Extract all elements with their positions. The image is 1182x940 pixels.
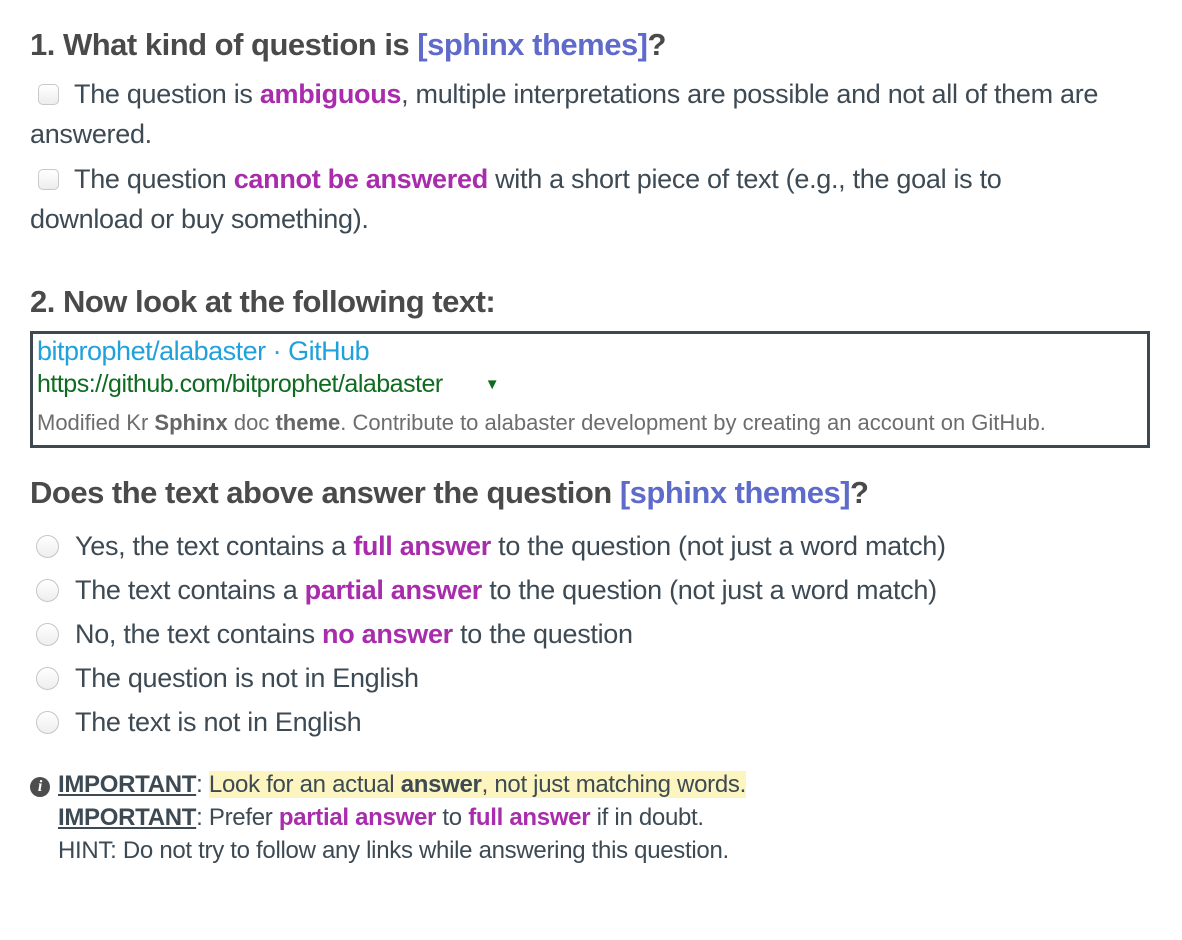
radio-option-text-not-english[interactable] [30,700,1152,744]
info-icon: i [30,777,50,797]
radio-icon[interactable] [36,579,59,602]
checkbox-option-cannot-be-answered[interactable] [30,159,1108,239]
option-label: The text contains a partial answer to the question (not just a word match) [75,575,937,605]
note-hint-links [58,834,1152,867]
instructions-notes [30,768,1152,867]
option-label: The question is not in English [75,663,419,693]
option-label: The text is not in English [75,707,362,737]
checkbox-icon[interactable] [38,169,59,190]
note-important-prefer-partial [58,801,1152,834]
option-label: The question is ambiguous, multiple interpretations are possible and not all of them are answered. [30,79,1099,149]
question1-heading: 1. What kind of question is [sphinx themes]? [30,27,666,62]
option-label: Yes, the text contains a full answer to the question (not just a word match) [75,531,946,561]
radio-option-full-answer[interactable] [30,524,1152,568]
radio-icon[interactable] [36,667,59,690]
note-text: IMPORTANT: Look for an actual answer, not just matching words. [58,771,746,798]
question2-heading: 2. Now look at the following text: [30,284,496,319]
note-text: IMPORTANT: Prefer partial answer to full answer if in doubt. [58,804,704,831]
radio-option-no-answer[interactable] [30,612,1152,656]
option-label: The question cannot be answered with a short piece of text (e.g., the goal is to download or buy something). [30,164,1002,234]
question3-heading: Does the text above answer the question [sphinx themes]? [30,475,869,510]
search-result-box [30,331,1150,448]
checkbox-icon[interactable] [38,84,59,105]
checkbox-option-ambiguous[interactable] [30,74,1108,154]
search-result-title-link[interactable]: bitprophet/alabaster · GitHub [37,336,370,366]
radio-option-question-not-english[interactable] [30,656,1152,700]
search-result-url: https://github.com/bitprophet/alabaster [37,370,443,398]
radio-icon[interactable] [36,623,59,646]
note-text: HINT: Do not try to follow any links while answering this question. [58,837,729,864]
radio-option-partial-answer[interactable] [30,568,1152,612]
radio-icon[interactable] [36,711,59,734]
note-important-answer [37,768,1152,801]
radio-icon[interactable] [36,535,59,558]
search-result-url-row [37,368,1143,401]
search-result-snippet: Modified Kr Sphinx doc theme. Contribute to alabaster development by creating an account on GitHub. [37,410,1046,435]
option-label: No, the text contains no answer to the question [75,619,633,649]
dropdown-arrow-icon[interactable]: ▼ [484,376,500,393]
